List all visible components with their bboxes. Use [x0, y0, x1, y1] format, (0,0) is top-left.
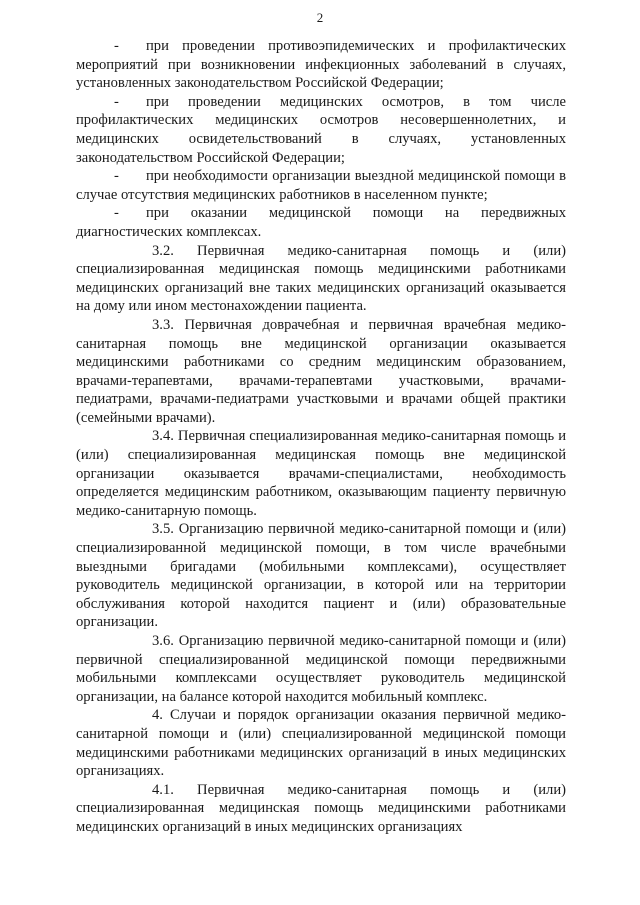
list-item-text: при проведении медицинских осмотров, в том числе профилактических медицинских осмотров несовершеннолетних, и медицинских освидетельствований в случаях, установленных законодательством Российской Федерации; — [76, 93, 566, 166]
section-4 — [76, 706, 566, 780]
list-item-text: при оказании медицинской помощи на передвижных диагностических комплексах. — [76, 205, 566, 240]
list-item-text: при проведении противоэпидемических и профилактических мероприятий при возникновении инфекционных заболеваний в случаях, установленных законодательством Российской Федерации; — [76, 38, 566, 92]
section-text: Случаи и порядок организации оказания первичной медико-санитарной помощи и (или) специализированной медицинской помощи медицинскими работниками медицинских организаций в иных медицинских организациях. — [76, 707, 566, 780]
section-number: 3.3. — [152, 316, 174, 333]
section-text: Организацию первичной медико-санитарной помощи и (или) первичной специализированной медицинской помощи передвижными мобильными комплексами осуществляет руководитель медицинской организации, на балансе которой находится мобильный комплекс. — [76, 633, 566, 705]
section-text: Организацию первичной медико-санитарной помощи и (или) специализированной медицинской помощи, в том числе врачебными выездными бригадами (мобильными комплексами), осуществляет руководитель медицинской организации, в которой или на территории обслуживания которой находится пациент и (или) образовательные организации. — [76, 521, 566, 631]
dash-marker: - — [114, 93, 119, 110]
section-number: 4.1. — [152, 781, 174, 798]
section-3-4 — [76, 427, 566, 520]
section-3-5 — [76, 520, 566, 632]
page-number: 2 — [316, 10, 324, 25]
section-3-2 — [76, 242, 566, 316]
list-item-bullet-4 — [76, 204, 566, 241]
dash-marker: - — [114, 168, 119, 185]
section-number: 3.6. — [152, 633, 174, 649]
section-number: 3.2. — [152, 242, 174, 259]
section-text: Первичная доврачебная и первичная врачебная медико-санитарная помощь вне медицинской организации оказывается медицинскими работниками со средним медицинским образованием, врачами-терапевтами, врачами-терапевтами участковыми, врачами-педиатрами, врачами-педиатрами участковыми и врачами общей практики (семейными врачами). — [76, 316, 566, 426]
section-number: 3.5. — [152, 521, 174, 538]
section-text: Первичная медико-санитарная помощь и (или) специализированная медицинская помощь медицинскими работниками медицинских организаций вне таких медицинских организаций оказывается на дому или ином местонахождении пациента. — [76, 242, 566, 315]
dash-marker: - — [114, 38, 119, 54]
list-item-bullet-2 — [76, 93, 566, 167]
section-text: Первичная специализированная медико-санитарная помощь и (или) специализированная медицинская помощь вне медицинской организации оказывается врачами-специалистами, необходимость определяется медицинским работником, оказывающим пациенту первичную медико-санитарную помощь. — [76, 428, 567, 519]
dash-marker: - — [114, 205, 119, 222]
section-number: 3.4. — [152, 428, 174, 445]
document-body — [76, 37, 566, 837]
list-item-bullet-1 — [76, 37, 566, 93]
section-4-1 — [76, 781, 566, 837]
section-3-6 — [76, 632, 566, 706]
list-item-bullet-3 — [76, 167, 566, 204]
list-item-text: при необходимости организации выездной медицинской помощи в случае отсутствия медицинских работников в населенном пункте; — [76, 168, 566, 203]
section-number: 4. — [152, 707, 163, 724]
section-3-3 — [76, 316, 566, 428]
section-text: Первичная медико-санитарная помощь и (или) специализированная медицинская помощь медицинскими работниками медицинских организаций в иных медицинских организациях — [76, 781, 566, 835]
